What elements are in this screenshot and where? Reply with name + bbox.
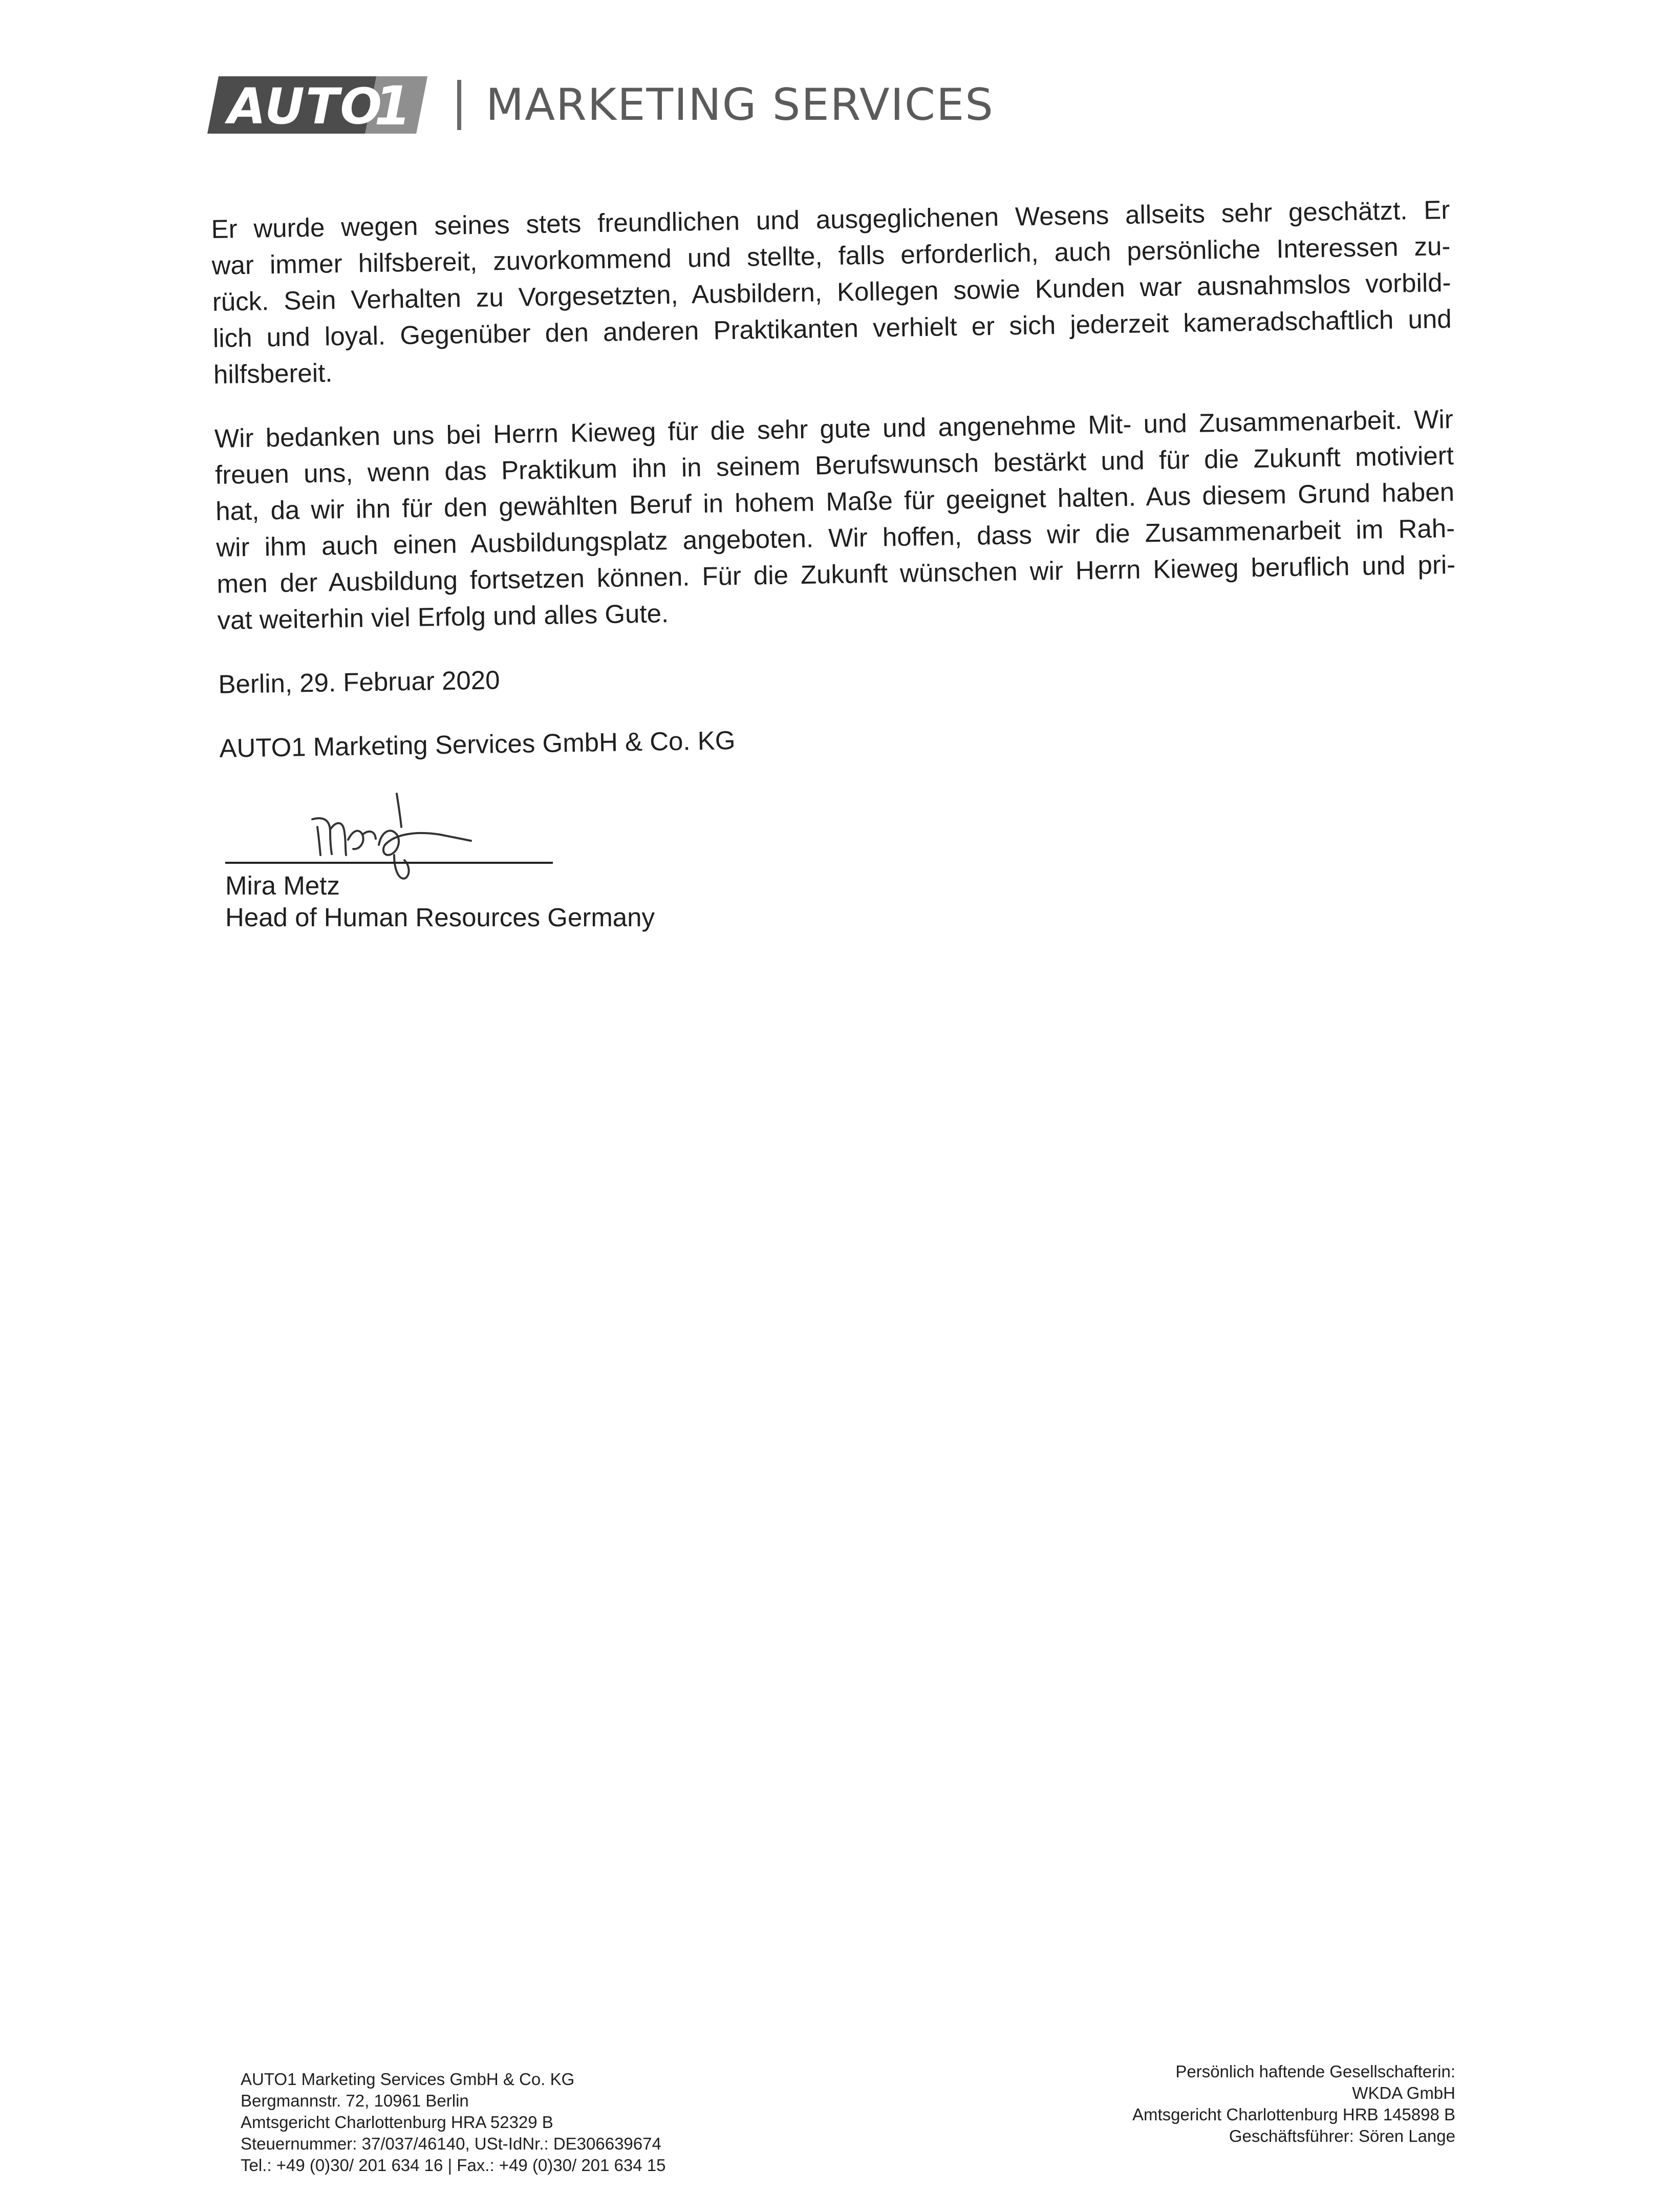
paragraph-line: lich und loyal. Gegenüber den anderen Praktikanten verhielt er sich jederzeit kameradschaftlich und (212, 304, 1452, 353)
svg-text:AUTO: AUTO (228, 78, 383, 134)
footer-line: Amtsgericht Charlottenburg HRA 52329 B (241, 2113, 553, 2132)
footer-company-info (241, 2069, 665, 2176)
paragraph-1 (211, 192, 1452, 393)
auto1-logo (207, 76, 427, 134)
auto1-logo-graphic (207, 76, 427, 134)
paragraph-line: freuen uns, wenn das Praktikum ihn in seinem Berufswunsch bestärkt und für die Zukunft motiviert (214, 440, 1454, 490)
paragraph-line: hilfsbereit. (213, 358, 333, 389)
footer-line: Steuernummer: 37/037/46140, USt-IdNr.: DE306639674 (241, 2134, 661, 2153)
paragraph-line: rück. Sein Verhalten zu Vorgesetzten, Ausbildern, Kollegen sowie Kunden war ausnahmslos vorbild- (212, 267, 1451, 316)
paragraph-line: vat weiterhin viel Erfolg und alles Gute. (217, 599, 669, 635)
svg-text:1: 1 (374, 76, 412, 134)
paragraph-line: Er wurde wegen seines stets freundlichen und ausgeglichenen Wesens allseits sehr geschätzt. Er (211, 195, 1450, 244)
company-name: AUTO1 Marketing Services GmbH & Co. KG (219, 726, 736, 763)
paragraph-line: hat, da wir ihn für den gewählten Beruf in hohem Maße für geeignet halten. Aus diesem Grund haben (215, 477, 1455, 526)
footer-line: AUTO1 Marketing Services GmbH & Co. KG (241, 2070, 575, 2089)
signatory-title: Head of Human Resources Germany (225, 903, 655, 932)
footer-line: Bergmannstr. 72, 10961 Berlin (241, 2091, 469, 2110)
paragraph-line: wir ihm auch einen Ausbildungsplatz angeboten. Wir hoffen, dass wir die Zusammenarbeit im Rah- (216, 513, 1455, 562)
footer-partner-info (1132, 2061, 1455, 2147)
signatory-name: Mira Metz (225, 871, 340, 900)
footer-line: Geschäftsführer: Sören Lange (1229, 2126, 1455, 2145)
footer-line: Tel.: +49 (0)30/ 201 634 16 | Fax.: +49 (0)30/ 201 634 15 (241, 2156, 666, 2175)
header-tagline: MARKETING SERVICES (486, 79, 994, 131)
place-date: Berlin, 29. Februar 2020 (218, 665, 500, 699)
footer-line: Amtsgericht Charlottenburg HRB 145898 B (1132, 2105, 1455, 2124)
letterhead (207, 72, 994, 138)
letter-body (211, 192, 1458, 767)
footer-line: WKDA GmbH (1352, 2083, 1455, 2102)
signature-block (225, 783, 737, 947)
paragraph-line: men der Ausbildung fortsetzen können. Für die Zukunft wünschen wir Herrn Kieweg beruflich und pri- (216, 549, 1456, 599)
paragraph-2 (214, 401, 1456, 639)
paragraph-line: war immer hilfsbereit, zuvorkommend und stellte, falls erforderlich, auch persönliche Interessen zu- (211, 231, 1451, 280)
footer-line: Persönlich haftende Gesellschafterin: (1175, 2062, 1455, 2081)
header-divider (457, 80, 461, 130)
paragraph-line: Wir bedanken uns bei Herrn Kieweg für die sehr gute und angenehme Mit- und Zusammenarbeit. Wir (214, 404, 1454, 453)
